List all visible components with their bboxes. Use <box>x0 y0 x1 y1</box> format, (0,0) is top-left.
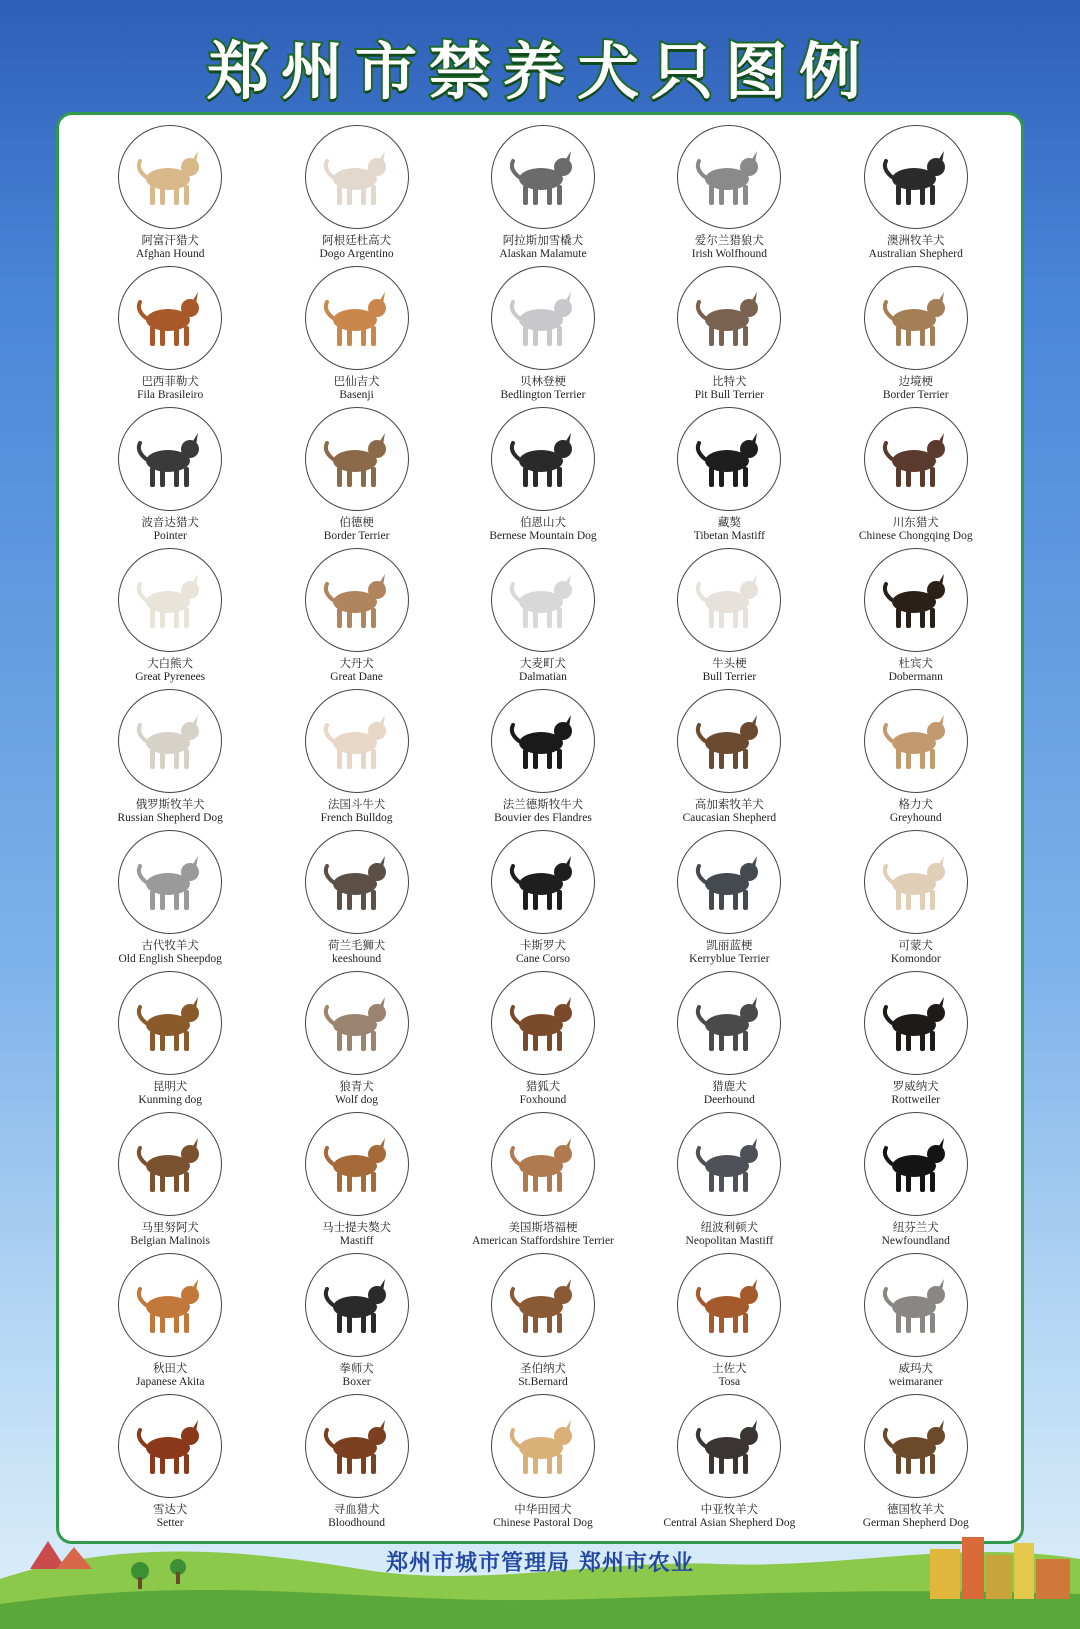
dog-icon <box>876 560 956 640</box>
dog-photo <box>491 548 595 652</box>
dog-card <box>823 266 1009 407</box>
dog-card <box>263 1112 449 1253</box>
dog-card <box>263 830 449 971</box>
dog-icon <box>689 278 769 358</box>
dog-name-english: Central Asian Shepherd Dog <box>663 1517 796 1529</box>
dog-card <box>450 1112 636 1253</box>
dog-name-english: Bloodhound <box>328 1517 386 1529</box>
dog-icon <box>317 983 397 1063</box>
dog-photo <box>305 1394 409 1498</box>
page-title: 郑州市禁养犬只图例 <box>206 35 873 108</box>
dog-card <box>263 971 449 1112</box>
dog-card <box>823 407 1009 548</box>
dog-photo <box>118 1394 222 1498</box>
dog-icon <box>130 983 210 1063</box>
dog-photo <box>118 1112 222 1216</box>
dog-name-english: French Bulldog <box>320 812 393 824</box>
dog-icon <box>503 1406 583 1486</box>
dog-name-chinese: 边境梗 <box>898 374 933 388</box>
dog-name-english: Tibetan Mastiff <box>693 530 765 542</box>
dog-name-chinese: 阿拉斯加雪橇犬 <box>502 233 584 247</box>
dog-icon <box>317 1124 397 1204</box>
dog-name-chinese: 澳洲牧羊犬 <box>887 233 945 247</box>
dog-photo <box>864 1394 968 1498</box>
dog-photo <box>118 407 222 511</box>
dog-icon <box>130 1406 210 1486</box>
dog-name-english: Russian Shepherd Dog <box>117 812 223 824</box>
dog-photo <box>118 1253 222 1357</box>
dog-name-chinese: 阿富汗猎犬 <box>141 233 199 247</box>
dog-name-english: Great Dane <box>330 671 383 683</box>
dog-name-english: Kunming dog <box>138 1094 202 1106</box>
dog-name-english: Bedlington Terrier <box>500 389 586 401</box>
issuing-authority-footer: 郑州市城市管理局 郑州市农业 <box>386 1551 694 1576</box>
dog-photo <box>677 689 781 793</box>
dog-card <box>823 689 1009 830</box>
dog-photo <box>305 1253 409 1357</box>
dog-card <box>77 407 263 548</box>
dog-icon <box>130 701 210 781</box>
dog-photo <box>118 266 222 370</box>
dog-name-english: Pit Bull Terrier <box>694 389 764 401</box>
dog-name-chinese: 巴西菲勒犬 <box>141 374 199 388</box>
dog-card <box>636 407 822 548</box>
dog-photo <box>491 689 595 793</box>
dog-photo <box>118 689 222 793</box>
dog-icon <box>317 1406 397 1486</box>
dog-icon <box>130 1124 210 1204</box>
dog-photo <box>677 125 781 229</box>
dog-card <box>823 125 1009 266</box>
dog-icon <box>689 983 769 1063</box>
dog-name-english: Newfoundland <box>881 1235 950 1247</box>
dog-name-english: Mastiff <box>339 1235 374 1247</box>
dog-card <box>636 548 822 689</box>
dog-gallery-panel <box>56 112 1024 1544</box>
dog-name-english: Deerhound <box>703 1094 755 1106</box>
dog-icon <box>876 1265 956 1345</box>
dog-icon <box>689 419 769 499</box>
dog-name-english: Foxhound <box>519 1094 567 1106</box>
dog-icon <box>876 842 956 922</box>
dog-name-english: Boxer <box>342 1376 371 1388</box>
dog-card <box>450 266 636 407</box>
dog-name-chinese: 大丹犬 <box>339 656 374 670</box>
dog-card <box>823 830 1009 971</box>
dog-name-chinese: 德国牧羊犬 <box>887 1502 945 1516</box>
dog-icon <box>876 278 956 358</box>
dog-icon <box>689 1406 769 1486</box>
dog-card <box>263 689 449 830</box>
dog-name-english: Cane Corso <box>515 953 570 965</box>
dog-icon <box>503 842 583 922</box>
dog-card <box>77 266 263 407</box>
dog-photo <box>491 971 595 1075</box>
dog-name-english: Caucasian Shepherd <box>682 812 777 824</box>
dog-name-chinese: 中华田园犬 <box>514 1502 572 1516</box>
dog-name-english: Greyhound <box>889 812 942 824</box>
dog-name-english: Belgian Malinois <box>130 1235 210 1247</box>
dog-photo <box>491 1112 595 1216</box>
dog-card <box>263 548 449 689</box>
dog-icon <box>503 983 583 1063</box>
dog-name-chinese: 美国斯塔福梗 <box>508 1220 578 1234</box>
dog-card <box>636 1112 822 1253</box>
dog-name-english: Irish Wolfhound <box>691 248 767 260</box>
dog-name-chinese: 阿根廷杜高犬 <box>322 233 392 247</box>
dog-name-chinese: 波音达猎犬 <box>141 515 199 529</box>
dog-photo <box>118 548 222 652</box>
dog-photo <box>491 266 595 370</box>
dog-photo <box>864 266 968 370</box>
dog-card <box>636 1253 822 1394</box>
dog-card <box>636 830 822 971</box>
dog-card <box>77 548 263 689</box>
dog-name-english: Alaskan Malamute <box>499 248 587 260</box>
dog-card <box>263 1253 449 1394</box>
dog-photo <box>677 548 781 652</box>
dog-name-english: Rottweiler <box>891 1094 941 1106</box>
dog-photo <box>305 266 409 370</box>
dog-photo <box>118 971 222 1075</box>
dog-photo <box>491 407 595 511</box>
dog-name-chinese: 威玛犬 <box>898 1361 933 1375</box>
dog-name-chinese: 贝林登梗 <box>519 374 566 388</box>
dog-name-english: Border Terrier <box>323 530 390 542</box>
dog-name-english: Dobermann <box>888 671 943 683</box>
dog-name-chinese: 大麦町犬 <box>519 656 566 670</box>
dog-name-chinese: 卡斯罗犬 <box>519 938 566 952</box>
dog-photo <box>864 125 968 229</box>
dog-card <box>450 830 636 971</box>
dog-name-english: Wolf dog <box>335 1094 378 1106</box>
dog-name-english: Dogo Argentino <box>319 248 394 260</box>
dog-icon <box>689 1265 769 1345</box>
dog-name-chinese: 纽芬兰犬 <box>892 1220 939 1234</box>
dog-name-english: Border Terrier <box>882 389 949 401</box>
dog-icon <box>130 278 210 358</box>
dog-name-chinese: 马士提夫獒犬 <box>322 1220 392 1234</box>
dog-name-english: Chinese Pastoral Dog <box>493 1517 593 1529</box>
dog-card <box>450 548 636 689</box>
dog-icon <box>317 1265 397 1345</box>
dog-icon <box>130 560 210 640</box>
dog-name-english: Chinese Chongqing Dog <box>858 530 973 542</box>
dog-card <box>263 125 449 266</box>
dog-card <box>823 548 1009 689</box>
dog-photo <box>864 1253 968 1357</box>
dog-photo <box>491 1394 595 1498</box>
dog-card <box>77 689 263 830</box>
dog-icon <box>876 1124 956 1204</box>
dog-icon <box>503 137 583 217</box>
dog-name-english: American Staffordshire Terrier <box>472 1235 614 1247</box>
dog-icon <box>503 560 583 640</box>
dog-name-english: Kerryblue Terrier <box>689 953 770 965</box>
dog-photo <box>864 548 968 652</box>
dog-grid <box>77 125 1009 1535</box>
dog-name-chinese: 圣伯纳犬 <box>519 1361 566 1375</box>
dog-photo <box>864 689 968 793</box>
dog-icon <box>317 701 397 781</box>
dog-icon <box>503 1124 583 1204</box>
dog-name-english: Old English Sheepdog <box>118 953 222 965</box>
dog-card <box>636 125 822 266</box>
dog-name-chinese: 爱尔兰猎狼犬 <box>694 233 764 247</box>
dog-card <box>450 407 636 548</box>
dog-name-chinese: 雪达犬 <box>152 1502 188 1516</box>
dog-name-chinese: 昆明犬 <box>152 1079 188 1093</box>
dog-name-english: Australian Shepherd <box>868 248 963 260</box>
dog-name-chinese: 巴仙吉犬 <box>333 374 380 388</box>
dog-card <box>450 125 636 266</box>
dog-name-english: Neopolitan Mastiff <box>685 1235 774 1247</box>
dog-card <box>450 689 636 830</box>
dog-icon <box>876 419 956 499</box>
dog-icon <box>503 1265 583 1345</box>
dog-icon <box>317 560 397 640</box>
dog-name-chinese: 马里努阿犬 <box>141 1220 199 1234</box>
dog-photo <box>677 266 781 370</box>
dog-photo <box>305 407 409 511</box>
dog-photo <box>864 407 968 511</box>
dog-card <box>636 689 822 830</box>
dog-name-english: St.Bernard <box>518 1376 568 1388</box>
dog-icon <box>503 419 583 499</box>
dog-card <box>263 266 449 407</box>
dog-name-english: Setter <box>156 1517 184 1529</box>
dog-name-english: Bouvier des Flandres <box>494 812 592 824</box>
dog-name-chinese: 中亚牧羊犬 <box>700 1502 759 1516</box>
dog-icon <box>503 701 583 781</box>
dog-name-chinese: 川东猎犬 <box>892 515 939 529</box>
dog-photo <box>305 830 409 934</box>
dog-name-chinese: 拳师犬 <box>339 1361 374 1375</box>
dog-icon <box>503 278 583 358</box>
dog-name-english: Fila Brasileiro <box>137 389 204 401</box>
dog-icon <box>130 419 210 499</box>
dog-name-chinese: 秋田犬 <box>152 1361 188 1375</box>
dog-card <box>77 830 263 971</box>
dog-card <box>450 971 636 1112</box>
dog-icon <box>876 983 956 1063</box>
dog-name-chinese: 法兰德斯牧牛犬 <box>502 797 584 811</box>
dog-name-english: Great Pyrenees <box>135 671 206 683</box>
dog-name-chinese: 伯德梗 <box>339 515 374 529</box>
dog-name-chinese: 古代牧羊犬 <box>141 938 199 952</box>
dog-name-english: Bull Terrier <box>702 671 757 683</box>
dog-icon <box>130 137 210 217</box>
dog-name-chinese: 可蒙犬 <box>898 938 933 952</box>
dog-name-chinese: 藏獒 <box>717 515 741 529</box>
dog-icon <box>317 278 397 358</box>
dog-name-english: Japanese Akita <box>135 1376 205 1388</box>
dog-card <box>636 971 822 1112</box>
dog-photo <box>677 1253 781 1357</box>
dog-name-chinese: 格力犬 <box>898 797 933 811</box>
dog-name-chinese: 高加索牧羊犬 <box>694 797 764 811</box>
dog-icon <box>876 1406 956 1486</box>
dog-name-english: Komondor <box>890 953 941 965</box>
dog-name-chinese: 土佐犬 <box>712 1361 747 1375</box>
dog-card <box>636 266 822 407</box>
dog-icon <box>689 1124 769 1204</box>
dog-name-english: German Shepherd Dog <box>862 1517 969 1529</box>
dog-name-chinese: 寻血猎犬 <box>333 1502 380 1516</box>
dog-icon <box>130 842 210 922</box>
dog-card <box>77 1253 263 1394</box>
dog-card <box>823 971 1009 1112</box>
dog-name-english: weimaraner <box>888 1376 943 1388</box>
dog-icon <box>689 701 769 781</box>
dog-name-english: Dalmatian <box>519 671 567 683</box>
dog-photo <box>677 1112 781 1216</box>
dog-name-chinese: 猎鹿犬 <box>712 1079 747 1093</box>
dog-photo <box>118 125 222 229</box>
dog-name-chinese: 法国斗牛犬 <box>327 797 386 811</box>
dog-photo <box>305 548 409 652</box>
dog-card <box>450 1253 636 1394</box>
dog-icon <box>689 560 769 640</box>
dog-card <box>77 1112 263 1253</box>
dog-name-chinese: 狼青犬 <box>339 1079 374 1093</box>
dog-photo <box>677 1394 781 1498</box>
dog-icon <box>689 842 769 922</box>
dog-name-english: keeshound <box>331 953 382 965</box>
dog-card <box>263 407 449 548</box>
dog-name-chinese: 杜宾犬 <box>898 656 933 670</box>
dog-photo <box>864 830 968 934</box>
dog-name-chinese: 伯恩山犬 <box>519 515 566 529</box>
dog-name-chinese: 大白熊犬 <box>147 656 194 670</box>
dog-name-chinese: 牛头梗 <box>712 656 747 670</box>
dog-name-chinese: 纽波利顿犬 <box>700 1220 759 1234</box>
dog-photo <box>118 830 222 934</box>
dog-icon <box>130 1265 210 1345</box>
dog-photo <box>677 971 781 1075</box>
dog-photo <box>305 125 409 229</box>
dog-card <box>77 971 263 1112</box>
dog-photo <box>491 1253 595 1357</box>
dog-icon <box>317 137 397 217</box>
dog-name-chinese: 凯丽蓝梗 <box>706 938 753 952</box>
dog-name-chinese: 猎狐犬 <box>525 1079 561 1093</box>
dog-photo <box>491 125 595 229</box>
dog-photo <box>864 971 968 1075</box>
dog-card <box>823 1253 1009 1394</box>
dog-photo <box>677 830 781 934</box>
dog-name-chinese: 俄罗斯牧羊犬 <box>135 797 205 811</box>
dog-name-english: Tosa <box>718 1376 741 1388</box>
dog-icon <box>317 419 397 499</box>
dog-photo <box>677 407 781 511</box>
dog-photo <box>491 830 595 934</box>
dog-name-english: Pointer <box>153 530 187 542</box>
dog-icon <box>876 701 956 781</box>
dog-photo <box>305 1112 409 1216</box>
dog-icon <box>317 842 397 922</box>
dog-photo <box>305 971 409 1075</box>
dog-name-english: Afghan Hound <box>135 248 205 260</box>
dog-card <box>823 1112 1009 1253</box>
dog-photo <box>305 689 409 793</box>
dog-name-english: Bernese Mountain Dog <box>489 530 597 542</box>
dog-name-chinese: 罗威纳犬 <box>892 1079 939 1093</box>
dog-card <box>77 125 263 266</box>
dog-icon <box>876 137 956 217</box>
dog-name-chinese: 比特犬 <box>712 374 747 388</box>
dog-name-english: Basenji <box>339 389 374 401</box>
dog-name-chinese: 荷兰毛狮犬 <box>327 938 386 952</box>
dog-icon <box>689 137 769 217</box>
dog-photo <box>864 1112 968 1216</box>
